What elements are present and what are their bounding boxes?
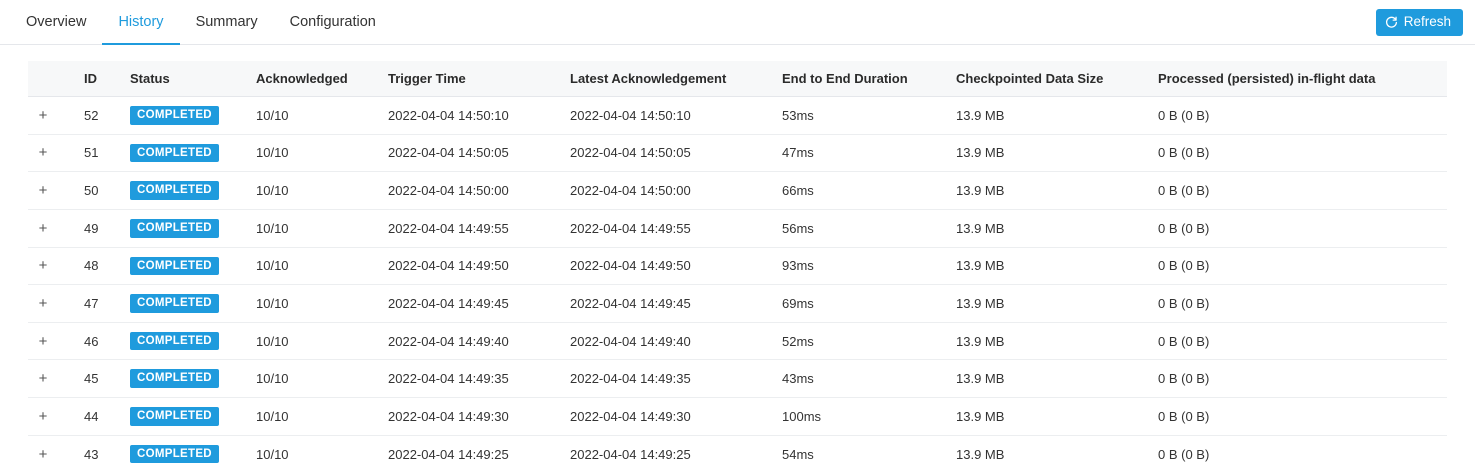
cell-checkpointed-data-size: 13.9 MB xyxy=(948,134,1150,172)
cell-acknowledged: 10/10 xyxy=(248,97,380,135)
status-badge: COMPLETED xyxy=(130,106,219,125)
cell-status xyxy=(122,435,248,465)
table-row xyxy=(28,209,1447,247)
expand-row-icon[interactable]: + xyxy=(38,182,48,200)
cell-acknowledged: 10/10 xyxy=(248,247,380,285)
cell-acknowledged: 10/10 xyxy=(248,322,380,360)
cell-acknowledged: 10/10 xyxy=(248,398,380,436)
cell-processed-inflight-data: 0 B (0 B) xyxy=(1150,172,1447,210)
expand-row-icon[interactable]: + xyxy=(38,445,48,463)
cell-latest-acknowledgement: 2022-04-04 14:49:55 xyxy=(562,209,774,247)
cell-end-to-end-duration: 100ms xyxy=(774,398,948,436)
cell-id: 46 xyxy=(76,322,122,360)
column-header-latest-acknowledgement: Latest Acknowledgement xyxy=(562,61,774,97)
cell-latest-acknowledgement: 2022-04-04 14:50:10 xyxy=(562,97,774,135)
column-header-end-to-end-duration: End to End Duration xyxy=(774,61,948,97)
table-head xyxy=(28,61,1447,97)
table-row xyxy=(28,134,1447,172)
table-row xyxy=(28,172,1447,210)
cell-checkpointed-data-size: 13.9 MB xyxy=(948,360,1150,398)
cell-trigger-time: 2022-04-04 14:49:40 xyxy=(380,322,562,360)
cell-latest-acknowledgement: 2022-04-04 14:50:05 xyxy=(562,134,774,172)
cell-id: 47 xyxy=(76,285,122,323)
status-badge: COMPLETED xyxy=(130,369,219,388)
row-expand-cell xyxy=(28,435,76,465)
expand-row-icon[interactable]: + xyxy=(38,407,48,425)
column-header-status: Status xyxy=(122,61,248,97)
tab-configuration[interactable]: Configuration xyxy=(289,13,376,30)
table-body xyxy=(28,97,1447,465)
refresh-icon xyxy=(1385,16,1398,29)
cell-end-to-end-duration: 66ms xyxy=(774,172,948,210)
cell-status xyxy=(122,322,248,360)
cell-processed-inflight-data: 0 B (0 B) xyxy=(1150,247,1447,285)
cell-trigger-time: 2022-04-04 14:50:05 xyxy=(380,134,562,172)
cell-latest-acknowledgement: 2022-04-04 14:49:45 xyxy=(562,285,774,323)
cell-processed-inflight-data: 0 B (0 B) xyxy=(1150,398,1447,436)
cell-end-to-end-duration: 43ms xyxy=(774,360,948,398)
table-row xyxy=(28,322,1447,360)
table-row xyxy=(28,398,1447,436)
row-expand-cell xyxy=(28,285,76,323)
row-expand-cell xyxy=(28,172,76,210)
cell-checkpointed-data-size: 13.9 MB xyxy=(948,398,1150,436)
cell-checkpointed-data-size: 13.9 MB xyxy=(948,285,1150,323)
status-badge: COMPLETED xyxy=(130,219,219,238)
status-badge: COMPLETED xyxy=(130,332,219,351)
tab-history[interactable]: History xyxy=(102,0,179,45)
status-badge: COMPLETED xyxy=(130,407,219,426)
cell-acknowledged: 10/10 xyxy=(248,285,380,323)
tab-overview[interactable]: Overview xyxy=(26,13,87,30)
cell-checkpointed-data-size: 13.9 MB xyxy=(948,247,1150,285)
cell-processed-inflight-data: 0 B (0 B) xyxy=(1150,435,1447,465)
cell-end-to-end-duration: 54ms xyxy=(774,435,948,465)
table-row xyxy=(28,247,1447,285)
history-table-container xyxy=(0,45,1475,465)
cell-id: 51 xyxy=(76,134,122,172)
cell-processed-inflight-data: 0 B (0 B) xyxy=(1150,285,1447,323)
table-row xyxy=(28,360,1447,398)
cell-id: 50 xyxy=(76,172,122,210)
cell-latest-acknowledgement: 2022-04-04 14:49:30 xyxy=(562,398,774,436)
cell-trigger-time: 2022-04-04 14:49:50 xyxy=(380,247,562,285)
cell-acknowledged: 10/10 xyxy=(248,435,380,465)
row-expand-cell xyxy=(28,247,76,285)
cell-checkpointed-data-size: 13.9 MB xyxy=(948,209,1150,247)
column-header-acknowledged: Acknowledged xyxy=(248,61,380,97)
refresh-button-label: Refresh xyxy=(1403,14,1451,30)
cell-processed-inflight-data: 0 B (0 B) xyxy=(1150,97,1447,135)
row-expand-cell xyxy=(28,360,76,398)
cell-end-to-end-duration: 69ms xyxy=(774,285,948,323)
cell-status xyxy=(122,209,248,247)
cell-latest-acknowledgement: 2022-04-04 14:49:40 xyxy=(562,322,774,360)
cell-trigger-time: 2022-04-04 14:50:10 xyxy=(380,97,562,135)
cell-latest-acknowledgement: 2022-04-04 14:49:50 xyxy=(562,247,774,285)
expand-row-icon[interactable]: + xyxy=(38,295,48,313)
expand-row-icon[interactable]: + xyxy=(38,106,48,124)
cell-processed-inflight-data: 0 B (0 B) xyxy=(1150,322,1447,360)
cell-processed-inflight-data: 0 B (0 B) xyxy=(1150,134,1447,172)
cell-status xyxy=(122,134,248,172)
tab-list xyxy=(10,0,392,44)
refresh-button[interactable] xyxy=(1376,9,1463,36)
cell-id: 43 xyxy=(76,435,122,465)
cell-checkpointed-data-size: 13.9 MB xyxy=(948,322,1150,360)
cell-trigger-time: 2022-04-04 14:49:45 xyxy=(380,285,562,323)
cell-acknowledged: 10/10 xyxy=(248,134,380,172)
cell-trigger-time: 2022-04-04 14:50:00 xyxy=(380,172,562,210)
column-header-expand xyxy=(28,61,76,97)
cell-checkpointed-data-size: 13.9 MB xyxy=(948,97,1150,135)
cell-end-to-end-duration: 53ms xyxy=(774,97,948,135)
expand-row-icon[interactable]: + xyxy=(38,370,48,388)
cell-acknowledged: 10/10 xyxy=(248,209,380,247)
cell-id: 52 xyxy=(76,97,122,135)
table-row xyxy=(28,285,1447,323)
cell-status xyxy=(122,172,248,210)
cell-checkpointed-data-size: 13.9 MB xyxy=(948,172,1150,210)
cell-status xyxy=(122,398,248,436)
cell-latest-acknowledgement: 2022-04-04 14:49:25 xyxy=(562,435,774,465)
checkpoint-history-table xyxy=(28,61,1447,465)
expand-row-icon[interactable]: + xyxy=(38,257,48,275)
cell-status xyxy=(122,360,248,398)
cell-end-to-end-duration: 56ms xyxy=(774,209,948,247)
row-expand-cell xyxy=(28,97,76,135)
cell-trigger-time: 2022-04-04 14:49:25 xyxy=(380,435,562,465)
tab-summary[interactable]: Summary xyxy=(195,13,258,30)
cell-end-to-end-duration: 93ms xyxy=(774,247,948,285)
column-header-id: ID xyxy=(76,61,122,97)
status-badge: COMPLETED xyxy=(130,181,219,200)
cell-id: 45 xyxy=(76,360,122,398)
cell-id: 44 xyxy=(76,398,122,436)
cell-processed-inflight-data: 0 B (0 B) xyxy=(1150,360,1447,398)
cell-checkpointed-data-size: 13.9 MB xyxy=(948,435,1150,465)
cell-status xyxy=(122,285,248,323)
cell-acknowledged: 10/10 xyxy=(248,360,380,398)
cell-trigger-time: 2022-04-04 14:49:55 xyxy=(380,209,562,247)
cell-trigger-time: 2022-04-04 14:49:30 xyxy=(380,398,562,436)
status-badge: COMPLETED xyxy=(130,445,219,464)
cell-id: 48 xyxy=(76,247,122,285)
cell-trigger-time: 2022-04-04 14:49:35 xyxy=(380,360,562,398)
row-expand-cell xyxy=(28,398,76,436)
expand-row-icon[interactable]: + xyxy=(38,332,48,350)
row-expand-cell xyxy=(28,134,76,172)
column-header-processed-persisted-in-flight-data: Processed (persisted) in-flight data xyxy=(1150,61,1447,97)
table-row xyxy=(28,97,1447,135)
row-expand-cell xyxy=(28,209,76,247)
tab-bar xyxy=(0,0,1475,45)
expand-row-icon[interactable]: + xyxy=(38,219,48,237)
table-header-row xyxy=(28,61,1447,97)
column-header-trigger-time: Trigger Time xyxy=(380,61,562,97)
row-expand-cell xyxy=(28,322,76,360)
status-badge: COMPLETED xyxy=(130,294,219,313)
cell-acknowledged: 10/10 xyxy=(248,172,380,210)
cell-end-to-end-duration: 47ms xyxy=(774,134,948,172)
cell-latest-acknowledgement: 2022-04-04 14:50:00 xyxy=(562,172,774,210)
status-badge: COMPLETED xyxy=(130,144,219,163)
column-header-checkpointed-data-size: Checkpointed Data Size xyxy=(948,61,1150,97)
cell-end-to-end-duration: 52ms xyxy=(774,322,948,360)
toolbar xyxy=(1376,0,1463,44)
cell-status xyxy=(122,97,248,135)
cell-status xyxy=(122,247,248,285)
cell-processed-inflight-data: 0 B (0 B) xyxy=(1150,209,1447,247)
status-badge: COMPLETED xyxy=(130,257,219,276)
cell-latest-acknowledgement: 2022-04-04 14:49:35 xyxy=(562,360,774,398)
table-row xyxy=(28,435,1447,465)
cell-id: 49 xyxy=(76,209,122,247)
expand-row-icon[interactable]: + xyxy=(38,144,48,162)
